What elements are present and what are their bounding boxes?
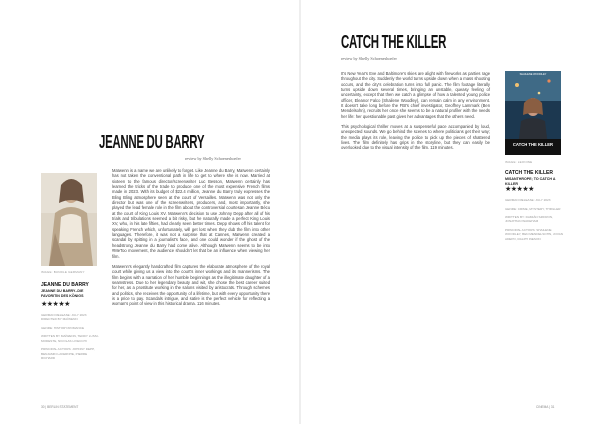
left-poster-caption: IMAGE: BUNDLE GERMANY	[41, 270, 85, 274]
left-review-body	[112, 168, 270, 312]
jeanne-poster	[41, 173, 97, 266]
page-spine	[299, 0, 301, 424]
meta-line: GENRE: HISTORY/ROMANCE	[41, 325, 85, 330]
left-side-subtitle: JEANNE DU BARRY–DIE FAVORITIN DES KÖNIGS	[41, 289, 84, 298]
meta-line: GERMAN RELEASE: JULY 2023	[41, 313, 87, 317]
poster-film-title: CATCH THE KILLER	[512, 142, 554, 147]
meta-line: GENRE: CRIME, MYSTERY, THRILLER	[505, 206, 561, 211]
left-review-title: JEANNE DU BARRY	[99, 131, 205, 152]
right-review-title: CATCH THE KILLER	[341, 31, 447, 52]
right-paragraph-2: This psychological thriller moves at a suspenseful pace accompanied by loud, unexpected sounds. We go behind the scenes to where politicians get their way; the media plays its role, leaving the police to pick up the pieces of shattered lives. The film definitely has grips in the storyline, but they can easily be overlooked due to the visual intensity of the film. 119 minutes.	[341, 124, 490, 151]
right-poster-caption: IMAGE: LEONINE	[505, 160, 533, 164]
meta-line: WRITTEN BY: DAMIÁN SZIFRON, JONATHAN WAKEHAM	[505, 215, 553, 224]
right-side-title: CATCH THE KILLER	[505, 170, 553, 176]
left-paragraph-2: Maïwenn's elegantly handcrafted film captures the elaborate atmosphere of the royal court while giving us a view into the court's inner workings and its mannerisms. The film begins with a narration of her humble beginnings as the illegitimate daughter of a seamstress. Due to her legendary beauty and wit, she chose the best career suited for her, as a prostitute working in the salons visited by aristocrats. Through schemes and politics, she receives the opportunity of a lifetime, but with every opportunity there is a price to pay. Scandals intrigue, and satire is the perfect vehicle for reflecting a woman's point of view in this historical drama. 116 minutes.	[112, 263, 270, 307]
left-star-rating: ★★★★★	[41, 301, 70, 308]
right-paragraph-1: It's New Year's Eve and Baltimore's skies are alight with fireworks as parties rage throughout the city. Suddenly the world turns upside down when a mass shooting occurs, and the city's celebration turns into full panic. The film footage literally turns upside down several times, bringing an unstable, queasy feeling of uncertainty, except that then we catch a glimpse of how a talented young police officer, Eleanor Falco (Shailene Woodley), can remain calm in any environment. It doesn't take long before the FBI's chief investigator, Geoffrey Lammark (Ben Mendelsohn), recruits her once she seems to be a natural profiler with the needs her life: her questionable past gives her advantages that the others need.	[341, 71, 490, 119]
catch-the-killer-poster	[505, 71, 561, 155]
right-review-body	[341, 71, 490, 156]
meta-line: DIRECTED BY MAÏWENN	[41, 317, 78, 322]
left-side-title: JEANNE DU BARRY	[41, 282, 89, 288]
left-byline: review by Shelly Schoeneshoefer	[185, 156, 241, 161]
right-side-subtitle: MISANTHROPE; TO CATCH A KILLER	[505, 177, 556, 186]
right-folio: CINEMA | 31	[536, 405, 555, 409]
poster-top-credit: SHAILENE WOODLEY	[519, 73, 547, 76]
left-folio: 30 | BERLIN STATEMENT	[41, 405, 79, 409]
meta-line: WRITTEN BY MAÏWENN, TEDDY LUSSI-MODESTE, NICOLAS LIVECCHI	[41, 334, 99, 343]
right-film-meta	[505, 198, 563, 241]
right-star-rating: ★★★★★	[505, 186, 534, 193]
jeanne-poster-art	[41, 173, 97, 266]
left-paragraph-1: Maïwenn is a name we are unlikely to forget. Like Jeanne du Barry, Maïwenn certainly has not taken the conventional path in life to get to where she is now. Married at sixteen to the famous director/screenwriter Luc Besson, Maïwenn certainly has learned the tricks of the trade to produce one of the most expensive French films made in 2023. With its budget of $22.4 million, Jeanne du Barry truly expresses the Bling Bling atmosphere seen at the court of Versailles. Maïwenn was not only the director but was one of the screenwriters, producers, and, most importantly, she played the lead female role in the film about the controversial courtesan Jeanne Bécu at the court of King Louis XV. Maïwenn's decision to use Johnny Depp after all of his trials and tribulations seemed a bit risky, but he naturally made a perfect King Louis XV, who, in his late fifties, had clearly seen better times. Depp shows off his talent for speaking French which, unfortunately, will get lost when they dub the film into other languages. Therefore, it was not a surprise that at Cannes, Maïwenn created a scandal by spitting in a journalist's face, and one could wonder if the ghost of the headstrong Jeanne du Barry had come alive. Although Maïwenn seems to be into #MeToo movement, the audience shouldn't let that be an influence when viewing her film.	[112, 168, 270, 259]
meta-line: PRINCIPAL ACTORS: SHAILENE WOODLEY, BEN MENDELSOHN, JOVAN ADEPO, RALPH INESON	[505, 228, 563, 241]
meta-line: PRINCIPAL ACTORS: JOHNNY DEPP, BENJAMIN LAVERNHE, PIERRE RICHARD	[41, 347, 95, 360]
meta-line: GERMAN RELEASE: JULY 2023	[505, 198, 551, 202]
right-byline: review by Shelly Schoeneshoefer	[341, 56, 397, 61]
left-film-meta	[41, 313, 99, 360]
